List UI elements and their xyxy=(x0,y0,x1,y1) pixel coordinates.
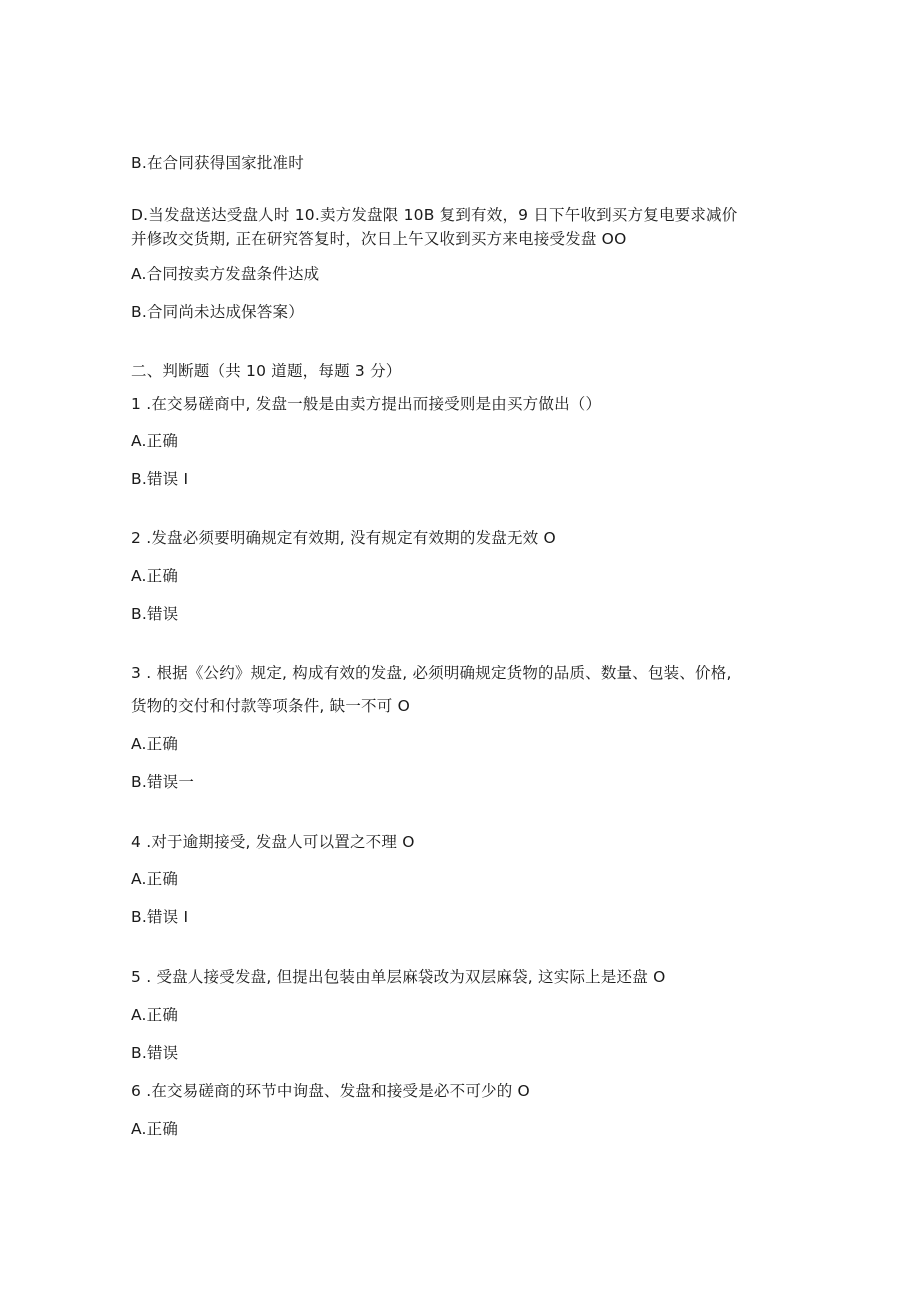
question-5-option-a: A.正确 xyxy=(131,1006,179,1024)
question-2: 2 .发盘必须要明确规定有效期, 没有规定有效期的发盘无效 O xyxy=(131,529,556,547)
option-d-question-10-line: D.当发盘送达受盘人时 10.卖方发盘限 10B 复到有效，9 日下午收到买方复电要求减价 xyxy=(131,206,738,224)
option-b-line: B.在合同获得国家批准时 xyxy=(131,154,304,172)
question-2-option-b: B.错误 xyxy=(131,605,179,623)
question-3: 3 . 根据《公约》规定, 构成有效的发盘, 必须明确规定货物的品质、数量、包装、价格, xyxy=(131,664,732,682)
question-1-option-b: B.错误 I xyxy=(131,470,189,488)
question-6-option-a: A.正确 xyxy=(131,1120,179,1138)
option-b-answer-line: B.合同尚未达成保答案） xyxy=(131,303,304,321)
question-4-option-b: B.错误 I xyxy=(131,908,189,926)
question-1-option-a: A.正确 xyxy=(131,432,179,450)
question-3-option-a: A.正确 xyxy=(131,735,179,753)
question-3-option-b: B.错误一 xyxy=(131,773,195,791)
question-2-option-a: A.正确 xyxy=(131,567,179,585)
section-heading: 二、判断题（共 10 道题，每题 3 分） xyxy=(131,362,402,380)
question-3-continuation: 货物的交付和付款等项条件, 缺一不可 O xyxy=(131,697,410,715)
question-5-option-b: B.错误 xyxy=(131,1044,179,1062)
question-6: 6 .在交易磋商的环节中询盘、发盘和接受是必不可少的 O xyxy=(131,1082,530,1100)
question-5: 5 . 受盘人接受发盘, 但提出包装由单层麻袋改为双层麻袋, 这实际上是还盘 O xyxy=(131,968,666,986)
question-10-continuation-line: 并修改交货期, 正在研究答复时，次日上午又收到买方来电接受发盘 OO xyxy=(131,230,627,248)
option-a-line: A.合同按卖方发盘条件达成 xyxy=(131,265,320,283)
question-4: 4 .对于逾期接受, 发盘人可以置之不理 O xyxy=(131,833,415,851)
question-4-option-a: A.正确 xyxy=(131,870,179,888)
question-1: 1 .在交易磋商中, 发盘一般是由卖方提出而接受则是由买方做出（） xyxy=(131,395,602,413)
